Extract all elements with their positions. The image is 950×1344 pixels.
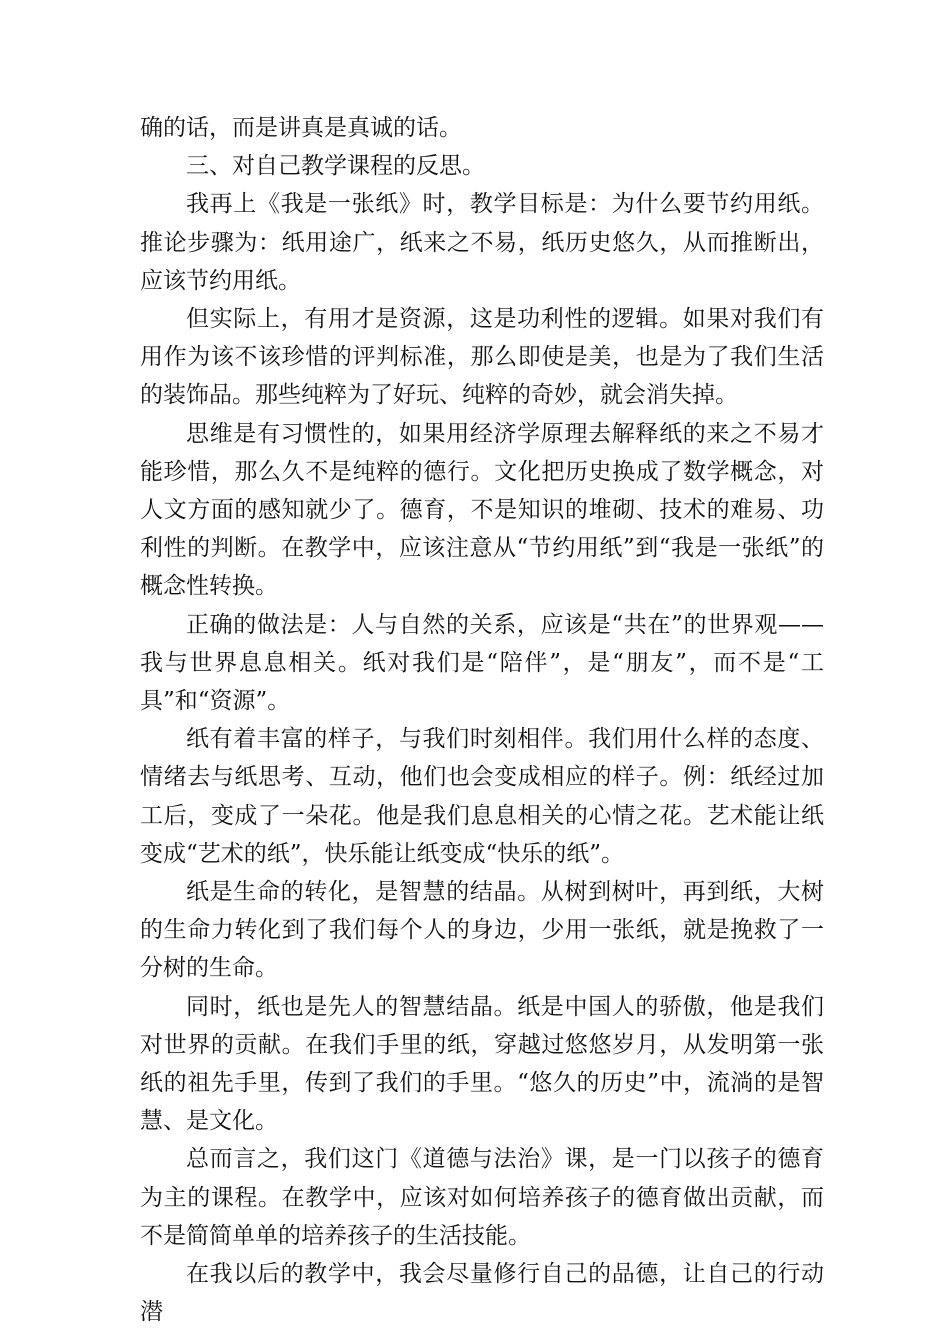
paragraph: 思维是有习惯性的，如果用经济学原理去解释纸的来之不易才能珍惜，那么久不是纯粹的德行。文化把历史换成了数学概念，对人文方面的感知就少了。德育，不是知识的堆砌、技术的难易、功利性的判断。在教学中，应该注意从“节约用纸”到“我是一张纸”的概念性转换。 [140, 420, 824, 600]
paragraph: 但实际上，有用才是资源，这是功利性的逻辑。如果对我们有用作为该不该珍惜的评判标准，那么即使是美，也是为了我们生活的装饰品。那些纯粹为了好玩、纯粹的奇妙，就会消失掉。 [140, 306, 824, 409]
document-page [140, 109, 824, 1332]
paragraph: 总而言之，我们这门《道德与法治》课，是一门以孩子的德育为主的课程。在教学中，应该对如何培养孩子的德育做出贡献，而不是简简单单的培养孩子的生活技能。 [140, 1146, 824, 1249]
paragraph: 正确的做法是：人与自然的关系，应该是“共在”的世界观——我与世界息息相关。纸对我们是“陪伴”，是“朋友”，而不是“工具”和“资源”。 [140, 611, 824, 715]
section-heading: 三、对自己教学课程的反思。 [186, 153, 485, 180]
paragraph: 在我以后的教学中，我会尽量修行自己的品德，让自己的行动潜 [140, 1261, 824, 1326]
paragraph: 纸是生命的转化，是智慧的结晶。从树到树叶，再到纸，大树的生命力转化到了我们每个人的身边，少用一张纸，就是挽救了一分树的生命。 [140, 879, 824, 982]
paragraph-continuation: 确的话，而是讲真是真诚的话。 [140, 115, 462, 141]
paragraph: 同时，纸也是先人的智慧结晶。纸是中国人的骄傲，他是我们对世界的贡献。在我们手里的纸，穿越过悠悠岁月，从发明第一张纸的祖先手里，传到了我们的手里。“悠久的历史”中，流淌的是智慧、是文化。 [140, 993, 824, 1135]
paragraph: 我再上《我是一张纸》时，教学目标是：为什么要节约用纸。推论步骤为：纸用途广，纸来之不易，纸历史悠久，从而推断出，应该节约用纸。 [140, 191, 824, 294]
paragraph: 纸有着丰富的样子，与我们时刻相伴。我们用什么样的态度、情绪去与纸思考、互动，他们也会变成相应的样子。例：纸经过加工后，变成了一朵花。他是我们息息相关的心情之花。艺术能让纸变成“艺术的纸”，快乐能让纸变成“快乐的纸”。 [140, 726, 824, 867]
